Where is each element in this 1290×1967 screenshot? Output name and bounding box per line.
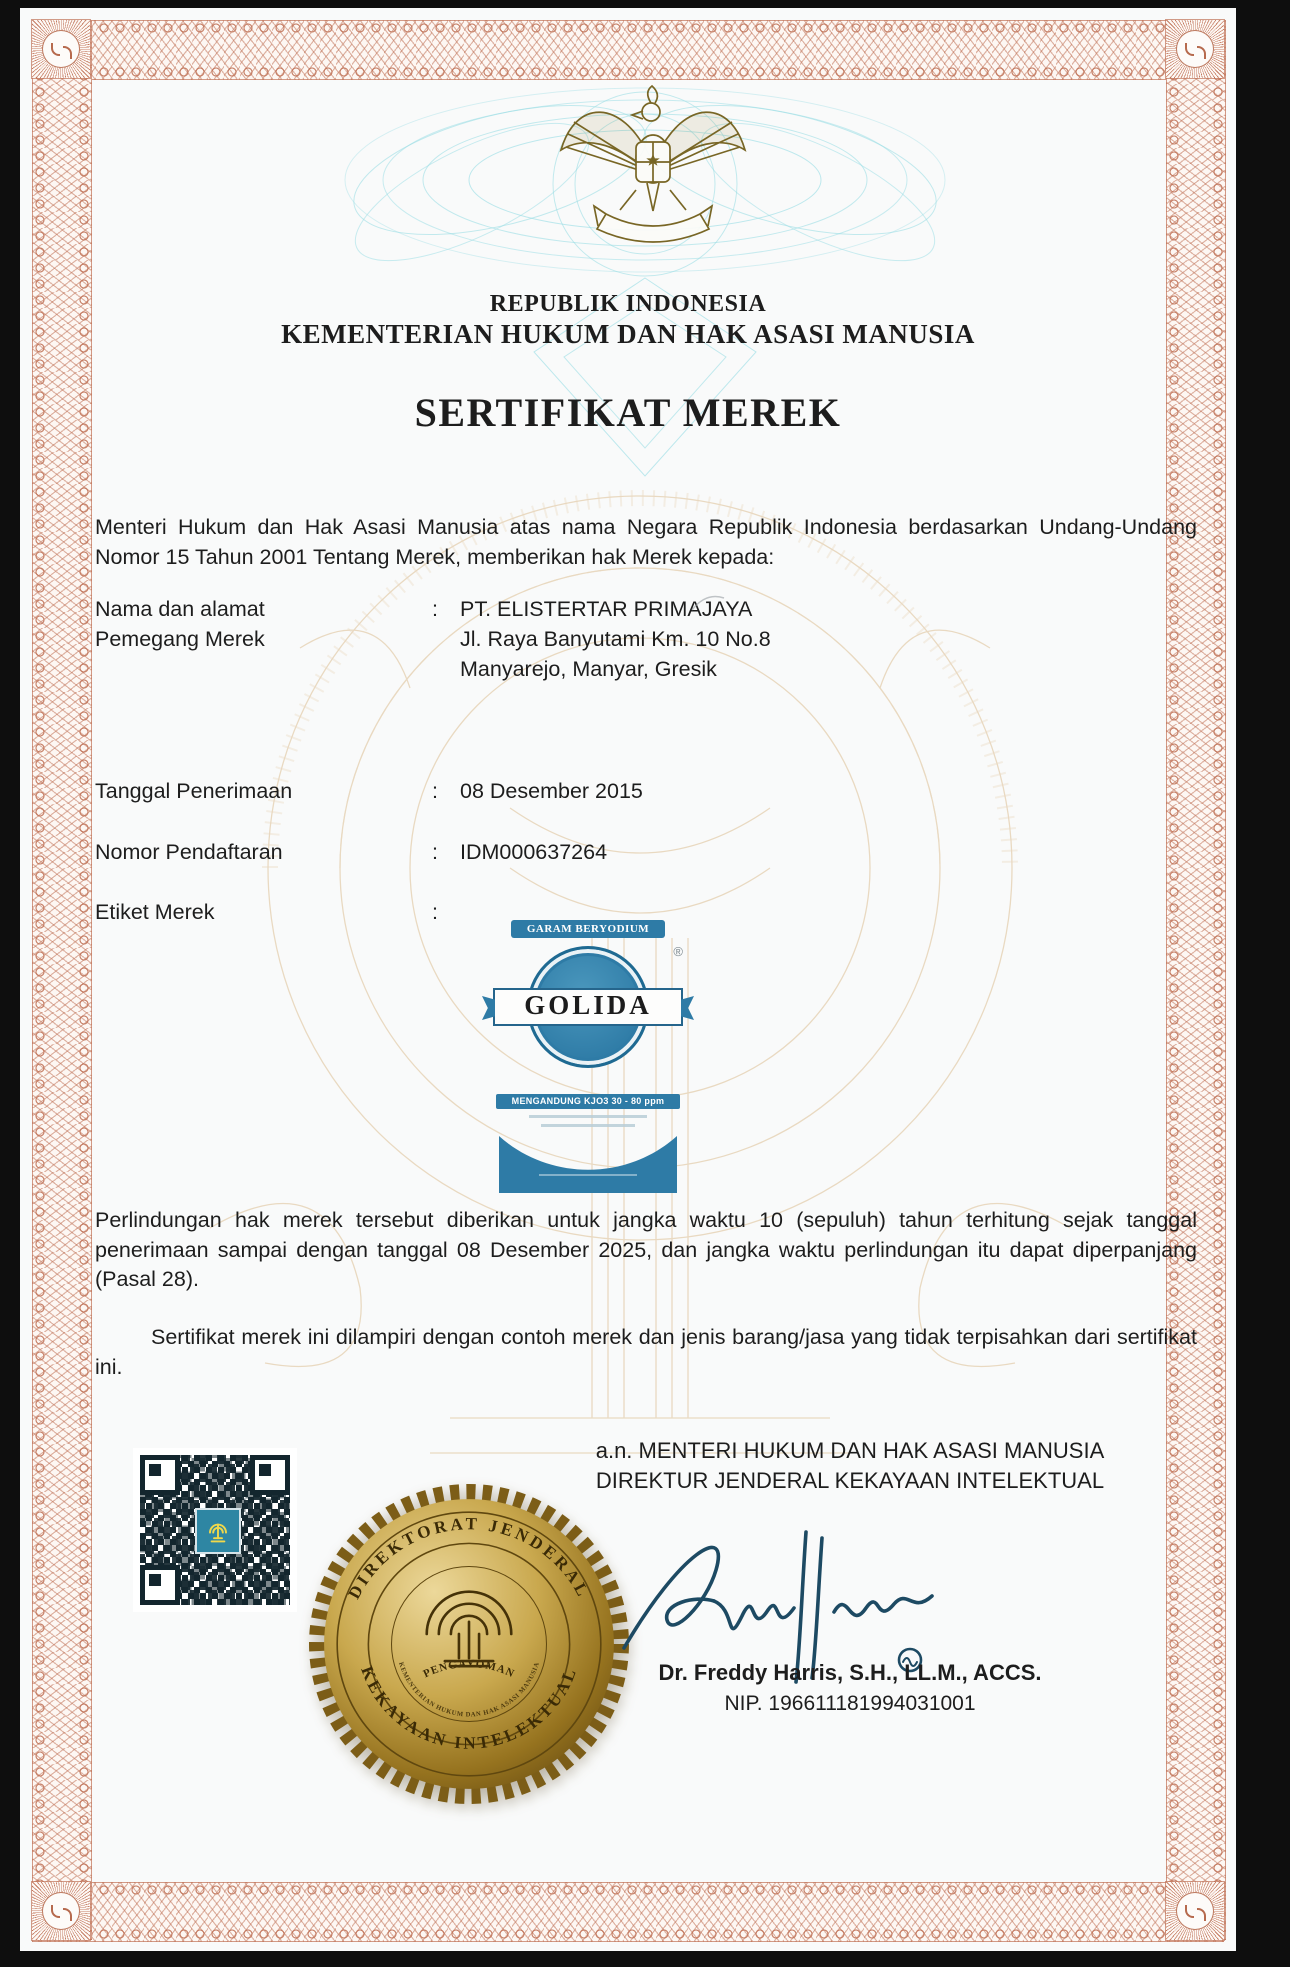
protection-paragraph: Perlindungan hak merek tersebut diberikan untuk jangka waktu 10 (sepuluh) tahun terhitung sejak tanggal penerimaan sampai dengan tanggal 08 Desember 2025, dan jangka waktu perlindungan itu dapat diperpanjang (Pasal 28). — [95, 1208, 1197, 1291]
certificate-title: SERTIFIKAT MEREK — [414, 390, 842, 435]
qr-center-logo-icon — [195, 1508, 241, 1554]
corner-glyph-icon — [1176, 1892, 1214, 1930]
border-bottom — [32, 1882, 1224, 1942]
corner-medallion-icon — [32, 20, 90, 78]
seal-arc-bottom: KEKAYAAN INTELEKTUAL — [357, 1663, 581, 1753]
qr-code-image — [133, 1448, 297, 1612]
trademark-specimen — [493, 920, 683, 1197]
signoff-position: DIREKTUR JENDERAL KEKAYAAN INTELEKTUAL — [595, 1468, 1105, 1493]
header-ministry: KEMENTERIAN HUKUM DAN HAK ASASI MANUSIA — [281, 319, 975, 349]
corner-glyph-icon — [42, 1892, 80, 1930]
trademark-brand-banner: GOLIDA — [493, 988, 683, 1026]
owner-colon: : — [432, 597, 438, 621]
trademark-content-band: MENGANDUNG KJO3 30 - 80 ppm — [496, 1094, 680, 1109]
intro-paragraph: Menteri Hukum dan Hak Asasi Manusia atas nama Negara Republik Indonesia berdasarkan Undang-Undang Nomor 15 Tahun 2001 Tentang Merek, memberikan hak Merek kepada: — [95, 515, 1197, 569]
pen-mark — [688, 590, 728, 616]
qr-finder-icon — [250, 1455, 290, 1495]
signoff-on-behalf: a.n. MENTERI HUKUM DAN HAK ASASI MANUSIA — [595, 1438, 1105, 1463]
seal-motto: PENGAYOMAN — [421, 1658, 517, 1681]
corner-medallion-icon — [1166, 20, 1224, 78]
mark-label: Etiket Merek — [95, 900, 215, 924]
receipt-date-value: 08 Desember 2015 — [460, 779, 643, 803]
qr-finder-icon — [140, 1455, 180, 1495]
seal-arc-top: DIREKTORAT JENDERAL — [344, 1514, 594, 1603]
corner-glyph-icon — [1176, 30, 1214, 68]
owner-address-1: Jl. Raya Banyutami Km. 10 No.8 — [460, 627, 771, 651]
corner-medallion-icon — [1166, 1882, 1224, 1940]
header-country: REPUBLIK INDONESIA — [489, 291, 767, 317]
attachment-paragraph: Sertifikat merek ini dilampiri dengan contoh merek dan jenis barang/jasa yang tidak terpisahkan dari sertifikat ini. — [95, 1325, 1197, 1379]
owner-label: Nama dan alamat Pemegang Merek — [95, 597, 265, 651]
signer-name: Dr. Freddy Harris, S.H., LL.M., ACCS. — [658, 1660, 1042, 1685]
receipt-date-colon: : — [432, 779, 438, 803]
garuda-emblem-icon — [548, 62, 758, 267]
qr-finder-icon — [140, 1565, 180, 1605]
receipt-date-label: Tanggal Penerimaan — [95, 779, 293, 803]
registration-number-colon: : — [432, 840, 438, 864]
corner-medallion-icon — [32, 1882, 90, 1940]
trademark-footer-shape — [499, 1131, 677, 1197]
signer-nip: NIP. 196611181994031001 — [724, 1692, 976, 1715]
mark-label-colon: : — [432, 900, 438, 924]
owner-name: PT. ELISTERTAR PRIMAJAYA — [460, 597, 753, 621]
trademark-top-ribbon: GARAM BERYODIUM — [511, 920, 665, 938]
registration-number-label: Nomor Pendaftaran — [95, 840, 283, 864]
seal-inner-ring-text: KEMENTERIAN HUKUM DAN HAK ASASI MANUSIA — [397, 1661, 541, 1719]
certificate-paper — [20, 8, 1236, 1951]
registration-number-value: IDM000637264 — [460, 840, 608, 864]
owner-address-2: Manyarejo, Manyar, Gresik — [460, 657, 717, 681]
gold-seal — [308, 1483, 630, 1805]
trademark-fine-print — [541, 1124, 635, 1127]
corner-glyph-icon — [42, 30, 80, 68]
trademark-fine-print — [529, 1115, 647, 1118]
registered-trademark-icon: ® — [673, 944, 683, 959]
